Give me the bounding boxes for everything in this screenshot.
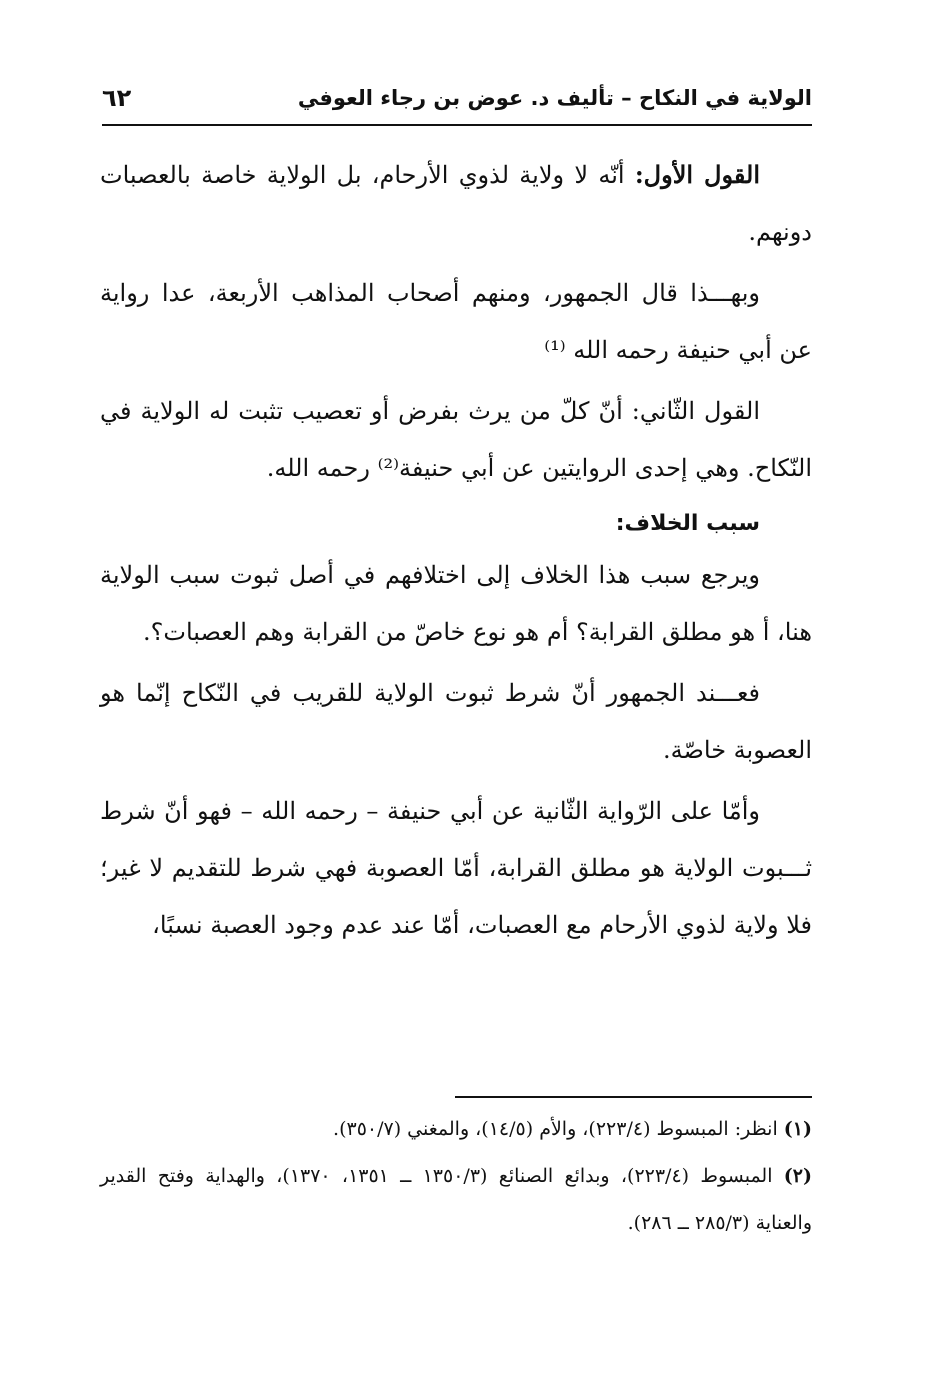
paragraph-majority-condition: فعـــند الجمهور أنّ شرط ثبوت الولاية للقريب في النّكاح إنّما هو العصوبة خاصّة.	[100, 679, 812, 764]
footnote-1-text: انظر: المبسوط (٢٢٣/٤)، والأم (١٤/٥)، والمغني (٣٥٠/٧).	[333, 1118, 784, 1140]
paragraph-first-opinion	[100, 146, 812, 261]
footnote-2-text: المبسوط (٢٢٣/٤)، وبدائع الصنائع (١٣٥٠/٣ ــ ١٣٥١، ١٣٧٠)، والهداية وفتح القدير والعناية (٢٨٥/٣ ــ ٢٨٦).	[100, 1165, 812, 1234]
footnote-1	[100, 1106, 812, 1153]
paragraph-reason: ويرجع سبب هذا الخلاف إلى اختلافهم في أصل ثبوت سبب الولاية هنا، أ هو مطلق القرابة؟ أم هو نوع خاصّ من القرابة وهم العصبات؟.	[100, 561, 812, 646]
footnote-2	[100, 1153, 812, 1247]
page-header	[102, 84, 812, 126]
page-number: ٦٢	[102, 84, 132, 112]
main-text	[100, 146, 812, 958]
running-title: الولاية في النكاح – تأليف د. عوض بن رجاء العوفي	[297, 86, 812, 110]
footnote-separator	[455, 1096, 812, 1098]
section-heading: سبب الخلاف:	[615, 511, 760, 536]
paragraph-second-opinion: القول الثّاني: أنّ كلّ من يرث بفرض أو تعصيب تثبت له الولاية في النّكاح. وهي إحدى الروايتين عن أبي حنيفة⁽²⁾ رحمه الله.	[100, 397, 812, 482]
footnote-2-marker: (٢)	[783, 1165, 812, 1187]
first-opinion-term: القول الأول:	[634, 160, 761, 189]
footnotes	[100, 1106, 812, 1247]
paragraph-second-narration: وأمّا على الرّواية الثّانية عن أبي حنيفة – رحمه الله – فهو أنّ شرط ثـــبوت الولاية هو مطلق القرابة، أمّا العصوبة فهي شرط للتقديم لا غير؛ فلا ولاية لذوي الأرحام مع العصبات، أمّا عند عدم وجود العصبة نسبًا،	[100, 797, 812, 939]
first-opinion-text: أنّه لا ولاية لذوي الأرحام، بل الولاية خاصة بالعصبات دونهم.	[100, 161, 812, 246]
paragraph-majority: وبهـــذا قال الجمهور، ومنهم أصحاب المذاهب الأربعة، عدا رواية عن أبي حنيفة رحمه الله ⁽¹⁾	[100, 279, 812, 364]
footnote-1-marker: (١)	[783, 1118, 812, 1140]
